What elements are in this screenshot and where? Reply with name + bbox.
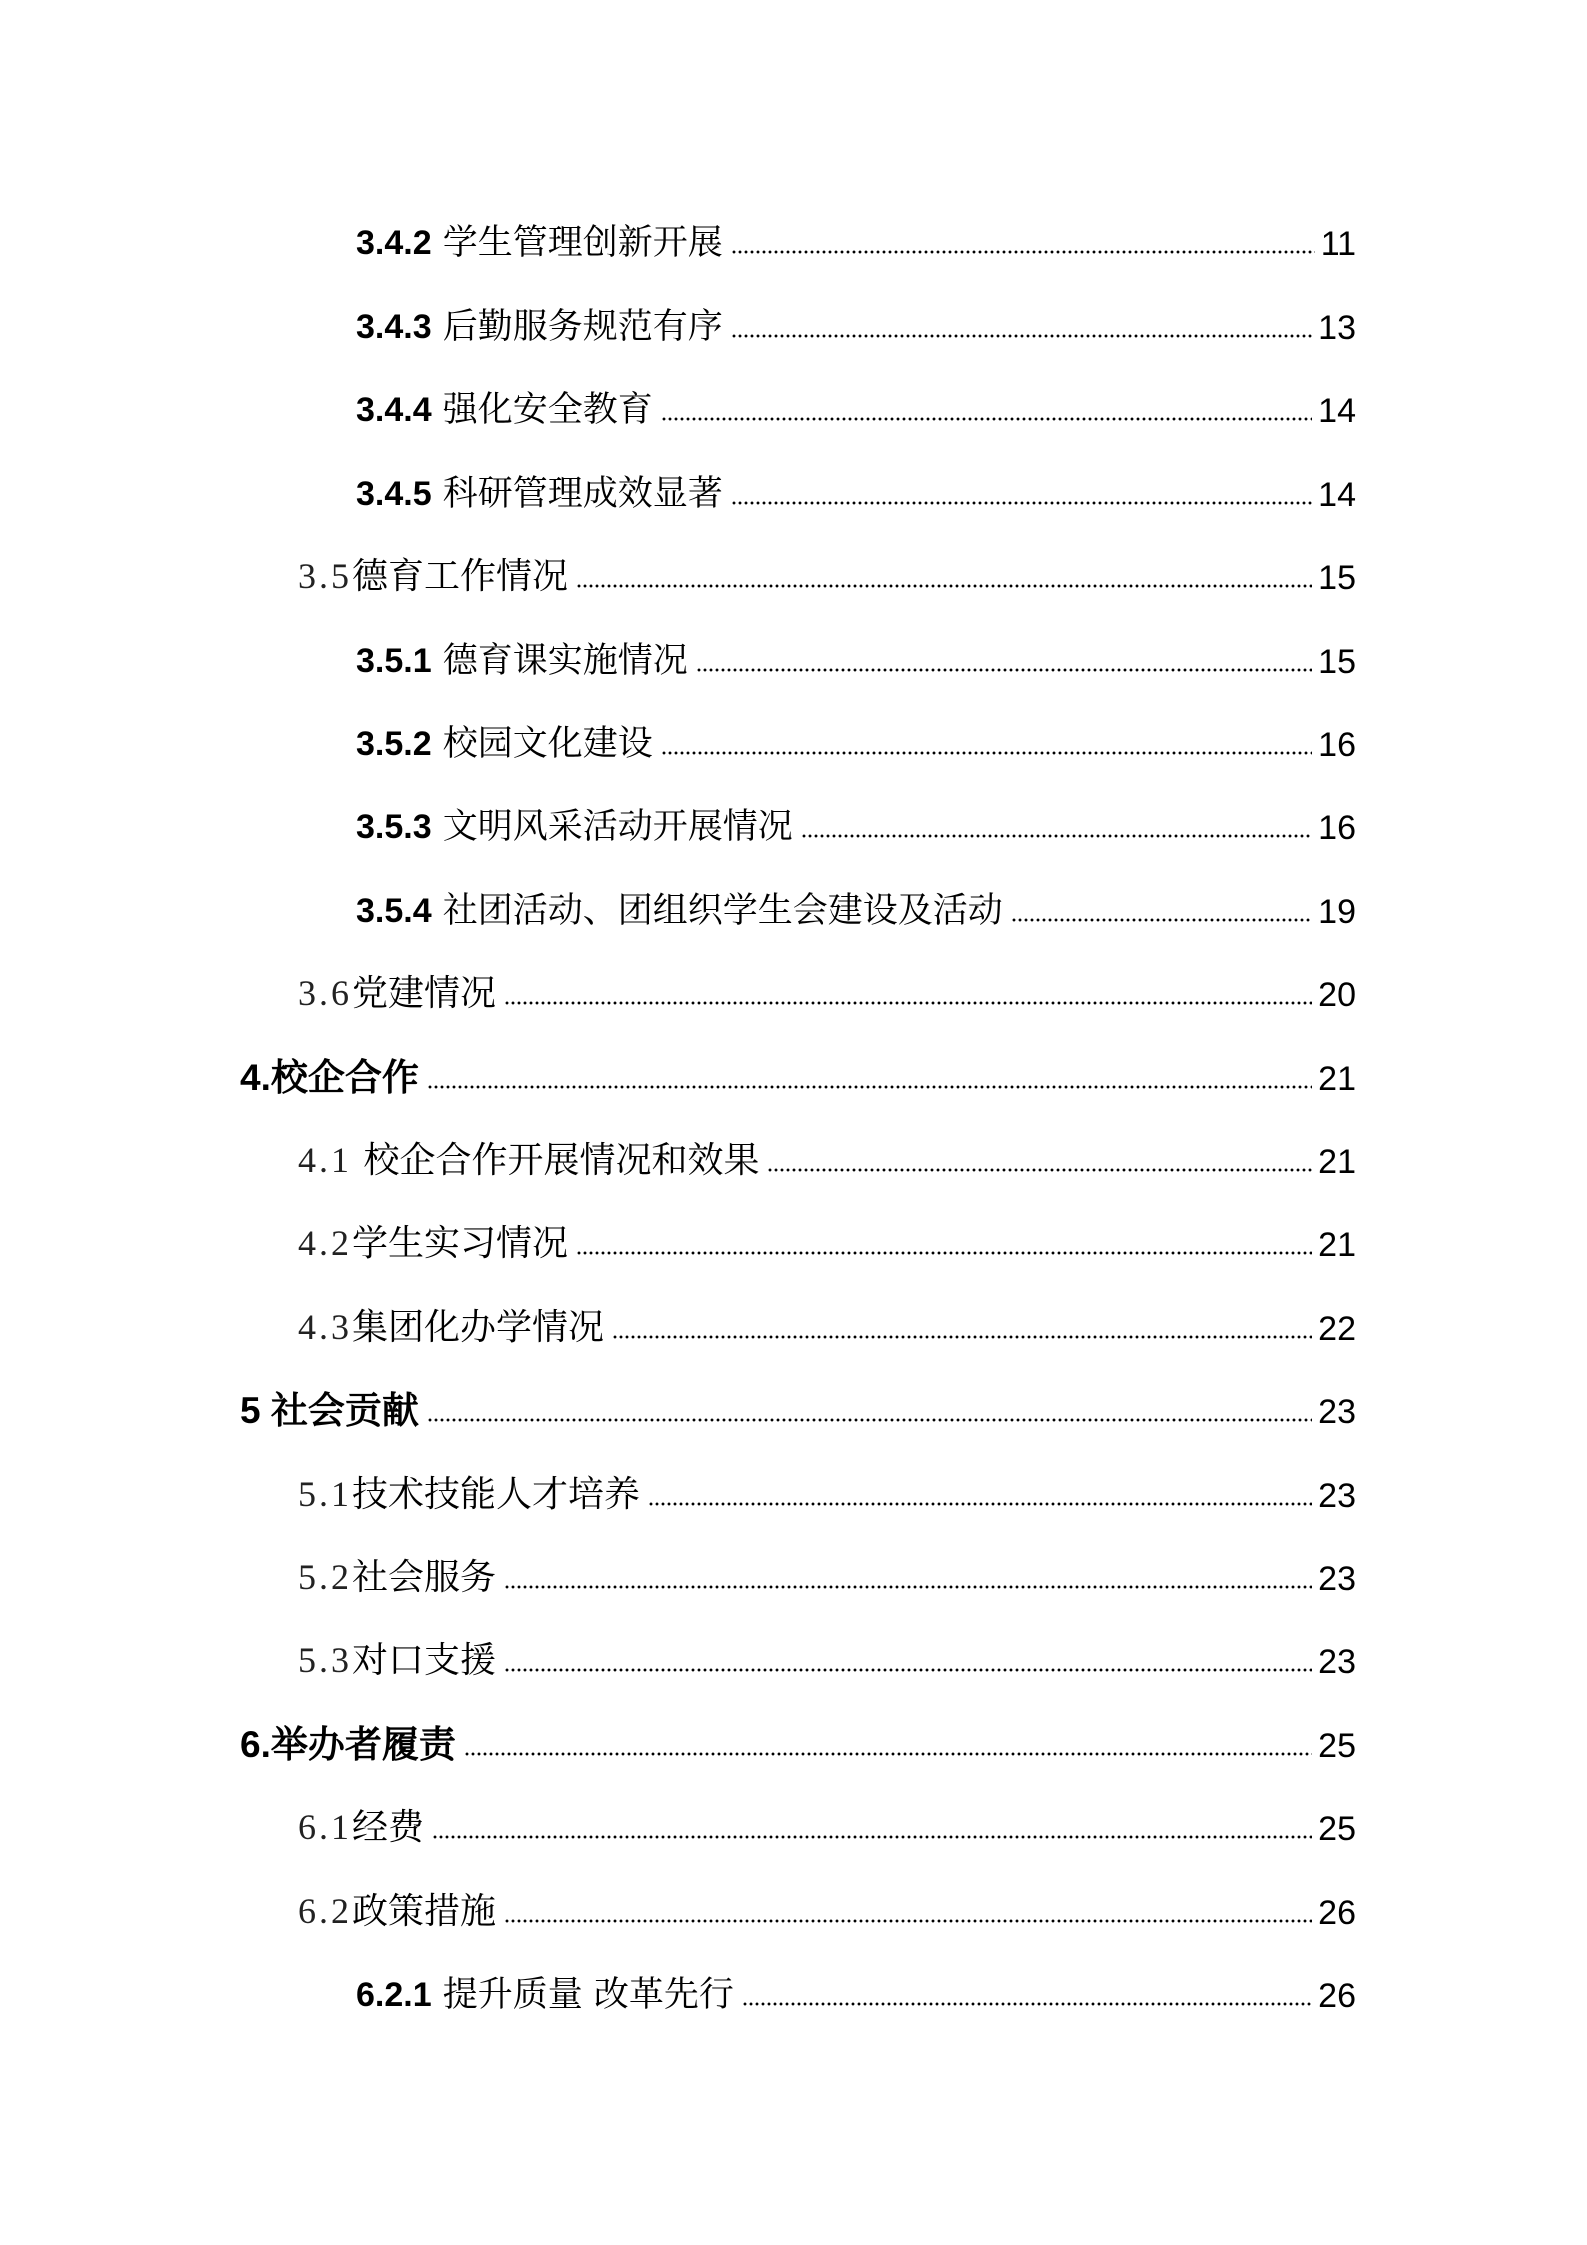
toc-entry-label [298, 1476, 640, 1513]
toc-page-number: 14 [1318, 392, 1356, 430]
toc-entry-title: 德育工作情况 [352, 556, 569, 597]
toc-entry-number: 3.4.2 [356, 224, 432, 262]
toc-entry-number: 5.3 [298, 1640, 352, 1680]
toc-entry-4-2[interactable] [298, 1202, 1356, 1262]
toc-entry-title: 校企合作开展情况和效果 [352, 1140, 760, 1181]
toc-entry-6-2-1[interactable] [356, 1953, 1356, 2013]
toc-entry-4-1[interactable] [298, 1119, 1356, 1179]
dot-leader [767, 1168, 1312, 1172]
toc-page-number: 16 [1318, 809, 1356, 847]
toc-entry-label [240, 1392, 419, 1429]
toc-entry-title: 校企合作 [270, 1057, 419, 1098]
toc-entry-title: 经费 [352, 1807, 425, 1848]
toc-entry-number: 3.4.4 [356, 391, 432, 429]
toc-entry-number: 3.5.3 [356, 808, 432, 846]
toc-entry-title: 集团化办学情况 [352, 1307, 605, 1348]
toc-entry-title: 科研管理成效显著 [442, 474, 723, 514]
toc-page-number: 21 [1318, 1143, 1356, 1181]
toc-entry-title: 学生管理创新开展 [442, 223, 723, 263]
toc-page-number: 13 [1318, 309, 1356, 347]
toc-entry-number: 4.2 [298, 1223, 352, 1263]
dot-leader [504, 1585, 1312, 1589]
toc-entry-title: 德育课实施情况 [442, 641, 688, 681]
toc-entry-number: 3.5.4 [356, 892, 432, 930]
toc-entry-3-5-4[interactable] [356, 869, 1356, 929]
toc-page-number: 23 [1318, 1393, 1356, 1431]
dot-leader [801, 834, 1312, 838]
toc-entry-number: 3.5.2 [356, 725, 432, 763]
toc-entry-label [356, 474, 723, 514]
toc-entry-3-4-3[interactable] [356, 285, 1356, 345]
toc-entry-title: 举办者履责 [270, 1724, 456, 1765]
toc-page-number: 20 [1318, 976, 1356, 1014]
toc-entry-6[interactable] [240, 1703, 1356, 1763]
toc-entry-title: 党建情况 [352, 973, 497, 1014]
toc-entry-number: 6.1 [298, 1807, 352, 1847]
toc-page-number: 25 [1318, 1810, 1356, 1848]
dot-leader [504, 1668, 1312, 1672]
toc-page-number: 23 [1318, 1643, 1356, 1681]
toc-entry-5-3[interactable] [298, 1619, 1356, 1679]
toc-entry-title: 技术技能人才培养 [352, 1474, 641, 1515]
toc-entry-5-1[interactable] [298, 1453, 1356, 1513]
toc-entry-6-1[interactable] [298, 1786, 1356, 1846]
toc-entry-label [298, 1893, 496, 1930]
toc-entry-label [240, 1726, 456, 1763]
toc-entry-title: 学生实习情况 [352, 1223, 569, 1264]
toc-page-number: 23 [1318, 1477, 1356, 1515]
dot-leader [661, 417, 1312, 421]
toc-entry-title: 文明风采活动开展情况 [442, 807, 793, 847]
toc-entry-label [298, 975, 496, 1012]
toc-page-number: 26 [1318, 1977, 1356, 2015]
toc-entry-4-3[interactable] [298, 1286, 1356, 1346]
dot-leader [576, 584, 1312, 588]
toc-entry-label [356, 891, 1003, 931]
toc-page-number: 14 [1318, 476, 1356, 514]
toc-entry-number: 3.6 [298, 973, 352, 1013]
dot-leader [661, 751, 1312, 755]
toc-entry-label [356, 1975, 734, 2015]
toc-entry-6-2[interactable] [298, 1870, 1356, 1930]
toc-entry-number: 6. [240, 1724, 271, 1765]
toc-entry-title: 对口支援 [352, 1640, 497, 1681]
toc-entry-number: 3.5 [298, 556, 352, 596]
toc-entry-label [356, 641, 688, 681]
toc-entry-number: 3.4.5 [356, 475, 432, 513]
toc-entry-label [240, 1059, 419, 1096]
toc-entry-title: 政策措施 [352, 1891, 497, 1932]
toc-entry-number: 5.2 [298, 1557, 352, 1597]
toc-entry-label [356, 307, 723, 347]
toc-entry-number: 5 [240, 1390, 261, 1431]
toc-entry-3-5[interactable] [298, 535, 1356, 595]
dot-leader [1011, 918, 1312, 922]
toc-page-number: 15 [1318, 643, 1356, 681]
toc-page-number: 22 [1318, 1310, 1356, 1348]
toc-page-number: 19 [1318, 893, 1356, 931]
toc-entry-label [298, 558, 568, 595]
toc-entry-label [356, 807, 793, 847]
toc-entry-title: 社会服务 [352, 1557, 497, 1598]
toc-entry-label [298, 1142, 759, 1179]
toc-entry-label [298, 1559, 496, 1596]
dot-leader [427, 1418, 1312, 1422]
toc-entry-label [298, 1225, 568, 1262]
dot-leader [432, 1835, 1312, 1839]
toc-entry-3-4-5[interactable] [356, 452, 1356, 512]
toc-entry-label [298, 1309, 604, 1346]
toc-entry-number: 3.5.1 [356, 642, 432, 680]
dot-leader [731, 334, 1312, 338]
toc-entry-3-4-2[interactable] [356, 201, 1356, 261]
toc-entry-3-4-4[interactable] [356, 368, 1356, 428]
toc-page-number: 25 [1318, 1727, 1356, 1765]
dot-leader [648, 1502, 1312, 1506]
dot-leader [576, 1251, 1312, 1255]
toc-entry-label [356, 390, 653, 430]
dot-leader [427, 1085, 1312, 1089]
toc-entry-label [356, 223, 723, 263]
toc-page-number: 26 [1318, 1894, 1356, 1932]
dot-leader [612, 1335, 1312, 1339]
toc-entry-number: 4.3 [298, 1307, 352, 1347]
toc-entry-3-6[interactable] [298, 952, 1356, 1012]
toc-entry-5-2[interactable] [298, 1536, 1356, 1596]
toc-page-number: 11 [1320, 225, 1356, 263]
toc-entry-number: 4.1 [298, 1140, 352, 1180]
toc-entry-title: 后勤服务规范有序 [442, 307, 723, 347]
toc-entry-3-5-1[interactable] [356, 619, 1356, 679]
toc-page-number: 15 [1318, 559, 1356, 597]
toc-entry-label [298, 1642, 496, 1679]
dot-leader [731, 501, 1312, 505]
toc-entry-number: 6.2 [298, 1891, 352, 1931]
toc-entry-4[interactable] [240, 1036, 1356, 1096]
toc-entry-3-5-2[interactable] [356, 702, 1356, 762]
toc-entry-number: 6.2.1 [356, 1976, 432, 2014]
toc-entry-title: 强化安全教育 [442, 390, 653, 430]
dot-leader [504, 1001, 1312, 1005]
toc-page-number: 16 [1318, 726, 1356, 764]
dot-leader [742, 2002, 1312, 2006]
toc-entry-title: 提升质量 改革先行 [442, 1975, 734, 2015]
toc-entry-label [298, 1809, 424, 1846]
toc-page-number: 21 [1318, 1060, 1356, 1098]
toc-entry-title: 社团活动、团组织学生会建设及活动 [442, 891, 1003, 931]
toc-entry-label [356, 724, 653, 764]
toc-page-number: 23 [1318, 1560, 1356, 1598]
dot-leader [731, 250, 1315, 254]
toc-entry-number: 5.1 [298, 1474, 352, 1514]
toc-entry-title: 校园文化建设 [442, 724, 653, 764]
toc-entry-3-5-3[interactable] [356, 785, 1356, 845]
toc-entry-number: 3.4.3 [356, 308, 432, 346]
toc-entry-title: 社会贡献 [260, 1390, 419, 1431]
toc-page-number: 21 [1318, 1226, 1356, 1264]
dot-leader [504, 1919, 1312, 1923]
toc-entry-number: 4. [240, 1057, 271, 1098]
dot-leader [464, 1752, 1312, 1756]
dot-leader [696, 668, 1312, 672]
toc-entry-5[interactable] [240, 1369, 1356, 1429]
